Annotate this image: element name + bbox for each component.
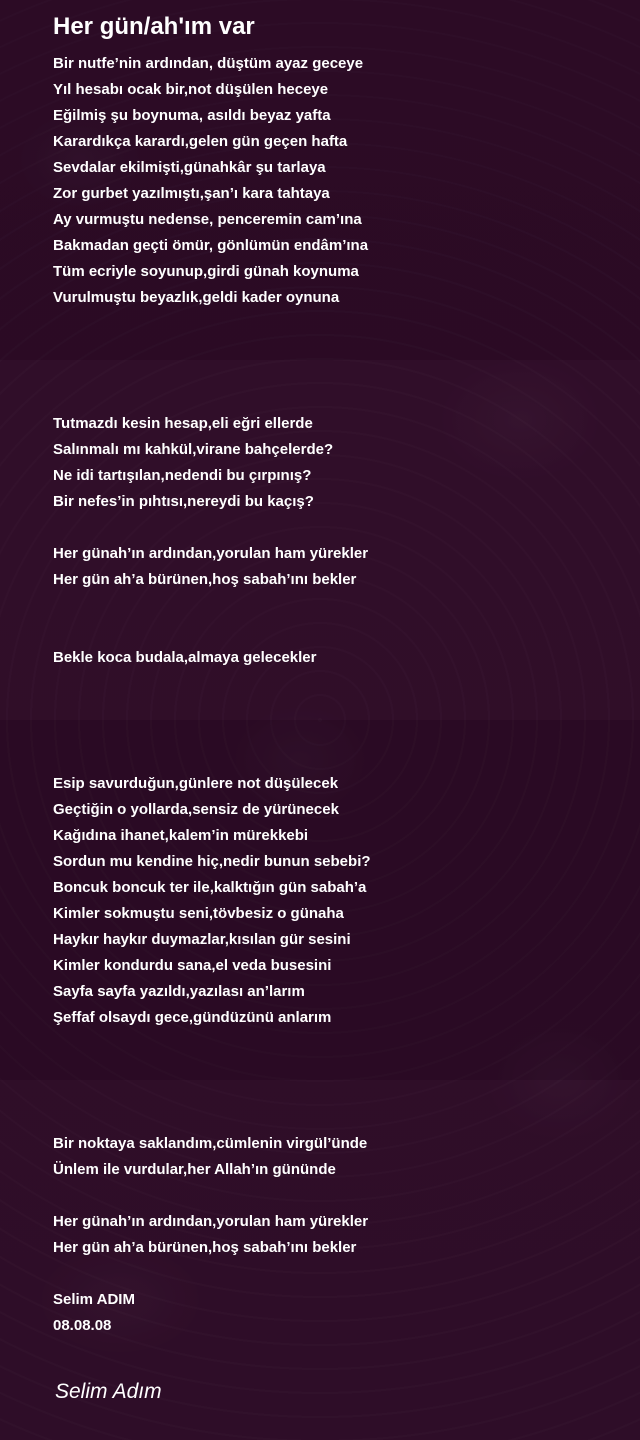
poem-line: Sordun mu kendine hiç,nedir bunun sebebi? xyxy=(53,853,371,870)
poem-line: Salınmalı mı kahkül,virane bahçelerde? xyxy=(53,441,334,458)
poem-line: Esip savurduğun,günlere not düşülecek xyxy=(53,775,339,792)
poem-line: Haykır haykır duymazlar,kısılan gür sesini xyxy=(53,931,351,948)
poem-line: Her gün ah’a bürünen,hoş sabah’ını bekler xyxy=(53,571,357,588)
poem-line: Kimler sokmuştu seni,tövbesiz o günaha xyxy=(53,905,344,922)
poem-line: Kimler kondurdu sana,el veda busesini xyxy=(53,957,332,974)
poem-line: Sayfa sayfa yazıldı,yazılası an’larım xyxy=(53,983,305,1000)
poem-line: Kağıdına ihanet,kalem’in mürekkebi xyxy=(53,827,309,844)
poem-line: Her günah’ın ardından,yorulan ham yürekler xyxy=(53,1213,369,1230)
poem-line: Bir noktaya saklandım,cümlenin virgül’ünde xyxy=(53,1135,368,1152)
poem-line: Eğilmiş şu boynuma, asıldı beyaz yafta xyxy=(53,107,331,124)
poem-line: Her gün ah’a bürünen,hoş sabah’ını bekler xyxy=(53,1239,357,1256)
poem-line: Bir nefes’in pıhtısı,nereydi bu kaçış? xyxy=(53,493,314,510)
poem-date: 08.08.08 xyxy=(53,1317,112,1334)
poem-line: Ünlem ile vurdular,her Allah’ın gününde xyxy=(53,1161,336,1178)
poem-line: Ne idi tartışılan,nedendi bu çırpınış? xyxy=(53,467,312,484)
poem-line: Yıl hesabı ocak bir,not düşülen heceye xyxy=(53,81,329,98)
poem-line: Karardıkça karardı,gelen gün geçen hafta xyxy=(53,133,348,150)
author-name: Selim ADIM xyxy=(53,1291,135,1308)
poem-line: Her günah’ın ardından,yorulan ham yürekler xyxy=(53,545,369,562)
poem-line: Bir nutfe’nin ardından, düştüm ayaz geceye xyxy=(53,55,364,72)
poem-line: Geçtiğin o yollarda,sensiz de yürünecek xyxy=(53,801,339,818)
poem-line: Boncuk boncuk ter ile,kalktığın gün sabah’a xyxy=(53,879,367,896)
poem-line: Ay vurmuştu nedense, penceremin cam’ına xyxy=(53,211,362,228)
poem-line: Tutmazdı kesin hesap,eli eğri ellerde xyxy=(53,415,313,432)
poem-line: Şeffaf olsaydı gece,gündüzünü anlarım xyxy=(53,1009,332,1026)
author-signature: Selim Adım xyxy=(55,1380,162,1403)
poem-line: Zor gurbet yazılmıştı,şan’ı kara tahtaya xyxy=(53,185,330,202)
poem-line: Vurulmuştu beyazlık,geldi kader oynuna xyxy=(53,289,340,306)
poem-line: Sevdalar ekilmişti,günahkâr şu tarlaya xyxy=(53,159,326,176)
poem-title: Her gün/ah'ım var xyxy=(53,13,255,40)
poem-line: Bekle koca budala,almaya gelecekler xyxy=(53,649,317,666)
poem-line: Bakmadan geçti ömür, gönlümün endâm’ına xyxy=(53,237,369,254)
poem-line: Tüm ecriyle soyunup,girdi günah koynuma xyxy=(53,263,359,280)
